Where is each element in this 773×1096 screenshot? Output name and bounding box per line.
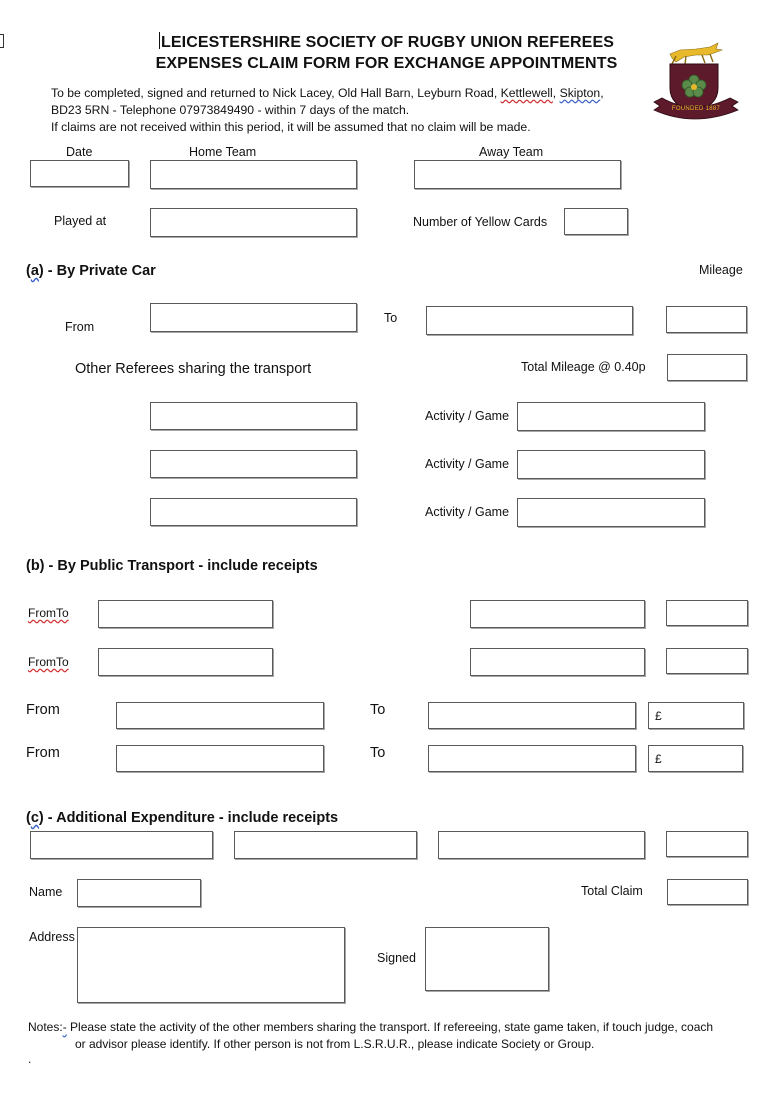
- yellow-cards-input[interactable]: [564, 208, 628, 235]
- public-to-1-input[interactable]: [470, 600, 645, 628]
- public-from-1-input[interactable]: [98, 600, 273, 628]
- intro-paragraph: [51, 85, 604, 136]
- name-input[interactable]: [77, 879, 201, 907]
- text-cursor: [159, 32, 160, 49]
- total-claim-input[interactable]: [667, 879, 748, 905]
- intro-line2: BD23 5RN - Telephone 07973849490 - within 7 days of the match.: [51, 103, 410, 117]
- public-from-label-4: From: [26, 745, 60, 761]
- total-claim-label: Total Claim: [581, 884, 643, 898]
- public-to-2-input[interactable]: [470, 648, 645, 676]
- activity-label-2: Activity / Game: [425, 457, 510, 471]
- mileage-label: Mileage: [699, 263, 743, 277]
- car-from-input[interactable]: [150, 303, 357, 332]
- other-referees-label: Other Referees sharing the transport: [75, 361, 312, 377]
- address-label: Address: [29, 930, 75, 944]
- mileage-input[interactable]: [666, 306, 747, 333]
- activity-game-2-input[interactable]: [517, 450, 705, 479]
- car-to-label: To: [384, 311, 398, 325]
- away-team-label: Away Team: [479, 145, 544, 159]
- activity-label-1: Activity / Game: [425, 409, 510, 423]
- public-to-label-4: To: [370, 745, 386, 761]
- additional-expenditure-heading: (c) - Additional Expenditure - include receipts: [26, 810, 339, 826]
- public-from-label-3: From: [26, 702, 60, 718]
- played-at-input[interactable]: [150, 208, 357, 237]
- society-crest: [650, 40, 742, 120]
- trailing-period: .: [28, 1052, 32, 1066]
- home-team-input[interactable]: [150, 160, 357, 189]
- home-team-label: Home Team: [189, 145, 257, 159]
- car-from-label: From: [65, 320, 95, 334]
- public-to-3-input[interactable]: [428, 702, 636, 729]
- public-cost-1-input[interactable]: [666, 600, 748, 626]
- private-car-heading: (a) - By Private Car: [26, 263, 156, 279]
- date-input[interactable]: [30, 160, 129, 187]
- activity-game-1-input[interactable]: [517, 402, 705, 431]
- intro-line3: If claims are not received within this period, it will be assumed that no claim will be made.: [51, 120, 531, 134]
- car-to-input[interactable]: [426, 306, 633, 335]
- public-cost-3-field[interactable]: [648, 702, 744, 729]
- additional-item-2-input[interactable]: [234, 831, 417, 859]
- total-mileage-label: Total Mileage @ 0.40p: [521, 360, 646, 374]
- form-subtitle: EXPENSES CLAIM FORM FOR EXCHANGE APPOINTMENTS: [155, 55, 618, 72]
- fromto-label-1: FromTo: [28, 606, 69, 620]
- signature-box[interactable]: [425, 927, 549, 991]
- additional-cost-input[interactable]: [666, 831, 748, 857]
- intro-line1: To be completed, signed and returned to Nick Lacey, Old Hall Barn, Leyburn Road, Kettlewell, Skipton,: [51, 86, 604, 100]
- additional-item-3-input[interactable]: [438, 831, 645, 859]
- notes-line2: or advisor please identify. If other person is not from L.S.R.U.R., please indicate Society or Group.: [75, 1037, 595, 1051]
- notes-section: Notes:- Please state the activity of the other members sharing the transport. If refereeing, state game taken, if touch judge, coach or advisor please identify. If other person is not from L.S.R.U.R., please indicate Society or Group.: [28, 1019, 752, 1053]
- crest-motto: FOUNDED 1887: [671, 106, 721, 112]
- public-cost-4-field[interactable]: [648, 745, 743, 772]
- public-from-4-input[interactable]: [116, 745, 324, 772]
- other-referee-2-input[interactable]: [150, 450, 357, 478]
- activity-label-3: Activity / Game: [425, 505, 510, 519]
- public-transport-heading: (b) - By Public Transport - include receipts: [26, 558, 318, 574]
- public-from-2-input[interactable]: [98, 648, 273, 676]
- activity-game-3-input[interactable]: [517, 498, 705, 527]
- additional-item-1-input[interactable]: [30, 831, 213, 859]
- public-from-3-input[interactable]: [116, 702, 324, 729]
- date-label: Date: [66, 145, 93, 159]
- public-to-label-3: To: [370, 702, 386, 718]
- title-line1: LEICESTERSHIRE SOCIETY OF RUGBY UNION REFEREES: [161, 34, 614, 51]
- skipton-text: Skipton: [559, 86, 601, 100]
- away-team-input[interactable]: [414, 160, 621, 189]
- signed-label: Signed: [377, 951, 416, 965]
- public-to-4-input[interactable]: [428, 745, 636, 772]
- played-at-label: Played at: [54, 214, 107, 228]
- notes-line1: Please state the activity of the other members sharing the transport. If refereeing, state game taken, if touch judge, coach: [66, 1020, 714, 1034]
- total-mileage-input[interactable]: [667, 354, 747, 381]
- public-cost-2-input[interactable]: [666, 648, 748, 674]
- name-label: Name: [29, 885, 63, 899]
- other-referee-1-input[interactable]: [150, 402, 357, 430]
- pound-sign-3: £: [655, 708, 662, 723]
- kettlewell-text: Kettlewell: [500, 86, 553, 100]
- pound-sign-4: £: [655, 751, 662, 766]
- other-referee-3-input[interactable]: [150, 498, 357, 526]
- fromto-label-2: FromTo: [28, 655, 69, 669]
- yellow-cards-label: Number of Yellow Cards: [413, 215, 548, 229]
- address-input[interactable]: [77, 927, 345, 1003]
